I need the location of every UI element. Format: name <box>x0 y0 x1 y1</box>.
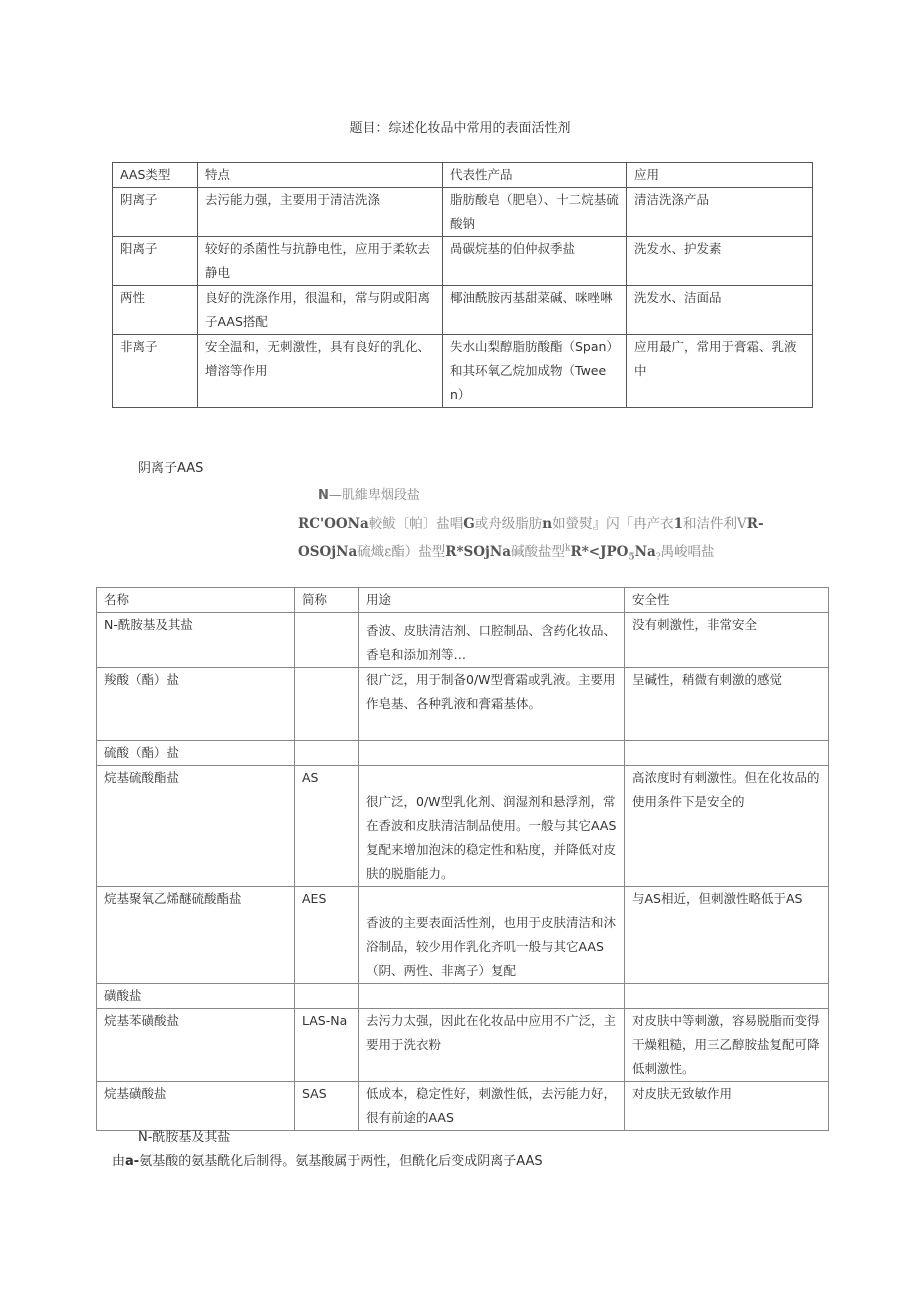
header-cell: 应用 <box>627 163 813 188</box>
table-cell: 香波、皮肤清洁剂、口腔制品、含药化妆品、香皂和添加剂等… <box>359 613 625 668</box>
table-cell: 没有刺激性，非常安全 <box>625 613 829 668</box>
anionic-aas-table <box>96 587 829 1131</box>
table-cell: 安全温和，无刺激性，具有良好的乳化、增溶等作用 <box>198 335 443 408</box>
n-line-rest: —肌維卑烟段盐 <box>328 488 420 503</box>
table-cell: 非离子 <box>113 335 198 408</box>
table-cell: 去污能力强，主要用于清洁洗涤 <box>198 188 443 237</box>
table-cell: 两性 <box>113 286 198 335</box>
formula-fragment: k <box>565 543 571 554</box>
table-cell: 羧酸（酯）盐 <box>97 668 295 741</box>
table-cell: 阴离子 <box>113 188 198 237</box>
formula-fragment: 碱酸盐型 <box>511 544 566 560</box>
table-cell: 很广泛，0/W型乳化剂、润湿剂和悬浮剂，常在香波和皮肤清洁制品使用。一般与其它AAS复配来增加泡沫的稳定性和粘度，并降低对皮肤的脱脂能力。 <box>359 766 625 887</box>
table-cell: 烷基苯磺酸盐 <box>97 1009 295 1082</box>
table-row <box>113 188 813 237</box>
formula-fragment: 1 <box>673 516 683 532</box>
header-cell: 代表性产品 <box>443 163 627 188</box>
section-heading: 阴离子AAS <box>138 461 204 476</box>
table-cell: 对皮肤无致敏作用 <box>625 1082 829 1131</box>
table-cell: 呈碱性，稍微有刺激的感觉 <box>625 668 829 741</box>
table-row <box>97 887 829 984</box>
header-cell: 特点 <box>198 163 443 188</box>
aas-type-table <box>112 162 813 408</box>
formula-fragment: 禺峻唱盐 <box>660 544 715 560</box>
formula-fragment: 較鲅〔帕〕盐唱 <box>368 516 464 532</box>
table-row <box>113 237 813 286</box>
table-cell: 椰油酰胺丙基甜菜碱、咪唑啉 <box>443 286 627 335</box>
table-cell: 烷基硫酸酯盐 <box>97 766 295 887</box>
table-cell: AS <box>295 766 359 887</box>
table-cell: 与AS相近，但刺激性略低于AS <box>625 887 829 984</box>
page-title: 题目：综述化妆品中常用的表面活性剂 <box>349 121 571 136</box>
table-row <box>97 984 829 1009</box>
table-cell: 清洁洗涤产品 <box>627 188 813 237</box>
formula-fragment: RC'OONa <box>298 516 369 532</box>
table-cell: 烷基磺酸盐 <box>97 1082 295 1131</box>
formula-fragment: n <box>542 516 553 532</box>
formula-line-2 <box>298 540 715 563</box>
header-cell: 安全性 <box>625 588 829 613</box>
table-cell: 对皮肤中等刺激，容易脱脂而变得干燥粗糙，用三乙醇胺盐复配可降低刺激性。 <box>625 1009 829 1082</box>
table-header-row <box>97 588 829 613</box>
table-cell: LAS-Na <box>295 1009 359 1082</box>
table-cell: 阳离子 <box>113 237 198 286</box>
formula-fragment: 和洁件利V <box>682 516 747 532</box>
table-row <box>113 335 813 408</box>
table-cell: 低成本，稳定性好，刺激性低，去污能力好，很有前途的AAS <box>359 1082 625 1131</box>
table-row <box>97 613 829 668</box>
formula-fragment: R*SOjNa <box>445 544 512 560</box>
table-cell: 很广泛，用于制备0/W型膏霜或乳液。主要用作皂基、各种乳液和膏霜基体。 <box>359 668 625 741</box>
table-cell: 香波的主要表面活性剂，也用于皮肤清洁和沐浴制品，较少用作乳化齐叽一般与其它AAS（阴、两性、非离子）复配 <box>359 887 625 984</box>
n-line-bold: N <box>318 488 329 503</box>
formula-fragment: 5 <box>628 552 635 563</box>
table-cell: 烷基聚氧乙烯醚硫酸酯盐 <box>97 887 295 984</box>
table-cell: N-酰胺基及其盐 <box>97 613 295 668</box>
formula-fragment: Na <box>634 544 656 560</box>
header-cell: AAS类型 <box>113 163 198 188</box>
header-cell: 用途 <box>359 588 625 613</box>
header-cell: 名称 <box>97 588 295 613</box>
table-cell: 磺酸盐 <box>97 984 295 1009</box>
table-header-row <box>113 163 813 188</box>
table-cell <box>295 741 359 766</box>
subsection-heading: N-酰胺基及其盐 <box>138 1130 231 1145</box>
table-row <box>113 286 813 335</box>
paragraph-text: 由 <box>112 1154 126 1169</box>
table-cell <box>359 741 625 766</box>
table-cell: 硫酸（酯）盐 <box>97 741 295 766</box>
table-cell: AES <box>295 887 359 984</box>
table-row <box>97 766 829 887</box>
table-cell: SAS <box>295 1082 359 1131</box>
table-cell: 洗发水、护发素 <box>627 237 813 286</box>
table-cell <box>625 984 829 1009</box>
formula-fragment: G <box>463 516 475 532</box>
table-row <box>97 741 829 766</box>
table-row <box>97 1082 829 1131</box>
formula-fragment: ? <box>655 552 661 563</box>
table-cell: 较好的杀菌性与抗静电性，应用于柔软去静电 <box>198 237 443 286</box>
formula-fragment: R*<JPO <box>570 544 629 560</box>
formula-fragment: R- <box>746 516 764 532</box>
n-acyl-line <box>318 484 420 503</box>
formula-line-1 <box>298 512 764 532</box>
table-cell <box>295 668 359 741</box>
table-cell: 去污力太强，因此在化妆品中应用不广泛，主要用于洗衣粉 <box>359 1009 625 1082</box>
formula-fragment: 如螢熨』闪「冉产衣 <box>552 516 674 532</box>
formula-fragment: OSOjNa <box>298 544 358 560</box>
table-cell: 失水山梨醇脂肪酸酯（Span）和其环氧乙烷加成物（Tween） <box>443 335 627 408</box>
table-cell: 高浓度时有刺激性。但在化妆品的使用条件下是安全的 <box>625 766 829 887</box>
table-cell: 应用最广，常用于膏霜、乳液中 <box>627 335 813 408</box>
table-cell <box>359 984 625 1009</box>
formula-fragment: 硫熾ε酯）盐型 <box>357 544 446 560</box>
paragraph-text: 氨基酸的氨基酰化后制得。氨基酸属于两性，但酰化后变成阴离子AAS <box>139 1154 543 1169</box>
table-row <box>97 668 829 741</box>
table-cell <box>625 741 829 766</box>
table-cell <box>295 984 359 1009</box>
header-cell: 简称 <box>295 588 359 613</box>
table-cell: 洗发水、洁面品 <box>627 286 813 335</box>
formula-fragment: 或舟级脂肪 <box>474 516 543 532</box>
table-cell: 咼碳烷基的伯仲叔季盐 <box>443 237 627 286</box>
table-cell <box>295 613 359 668</box>
paragraph-bold-text: a- <box>125 1154 140 1169</box>
body-paragraph <box>112 1150 543 1169</box>
table-row <box>97 1009 829 1082</box>
table-cell: 良好的洗涤作用，很温和，常与阴或阳离子AAS搭配 <box>198 286 443 335</box>
table-cell: 脂肪酸皂（肥皂）、十二烷基硫酸钠 <box>443 188 627 237</box>
